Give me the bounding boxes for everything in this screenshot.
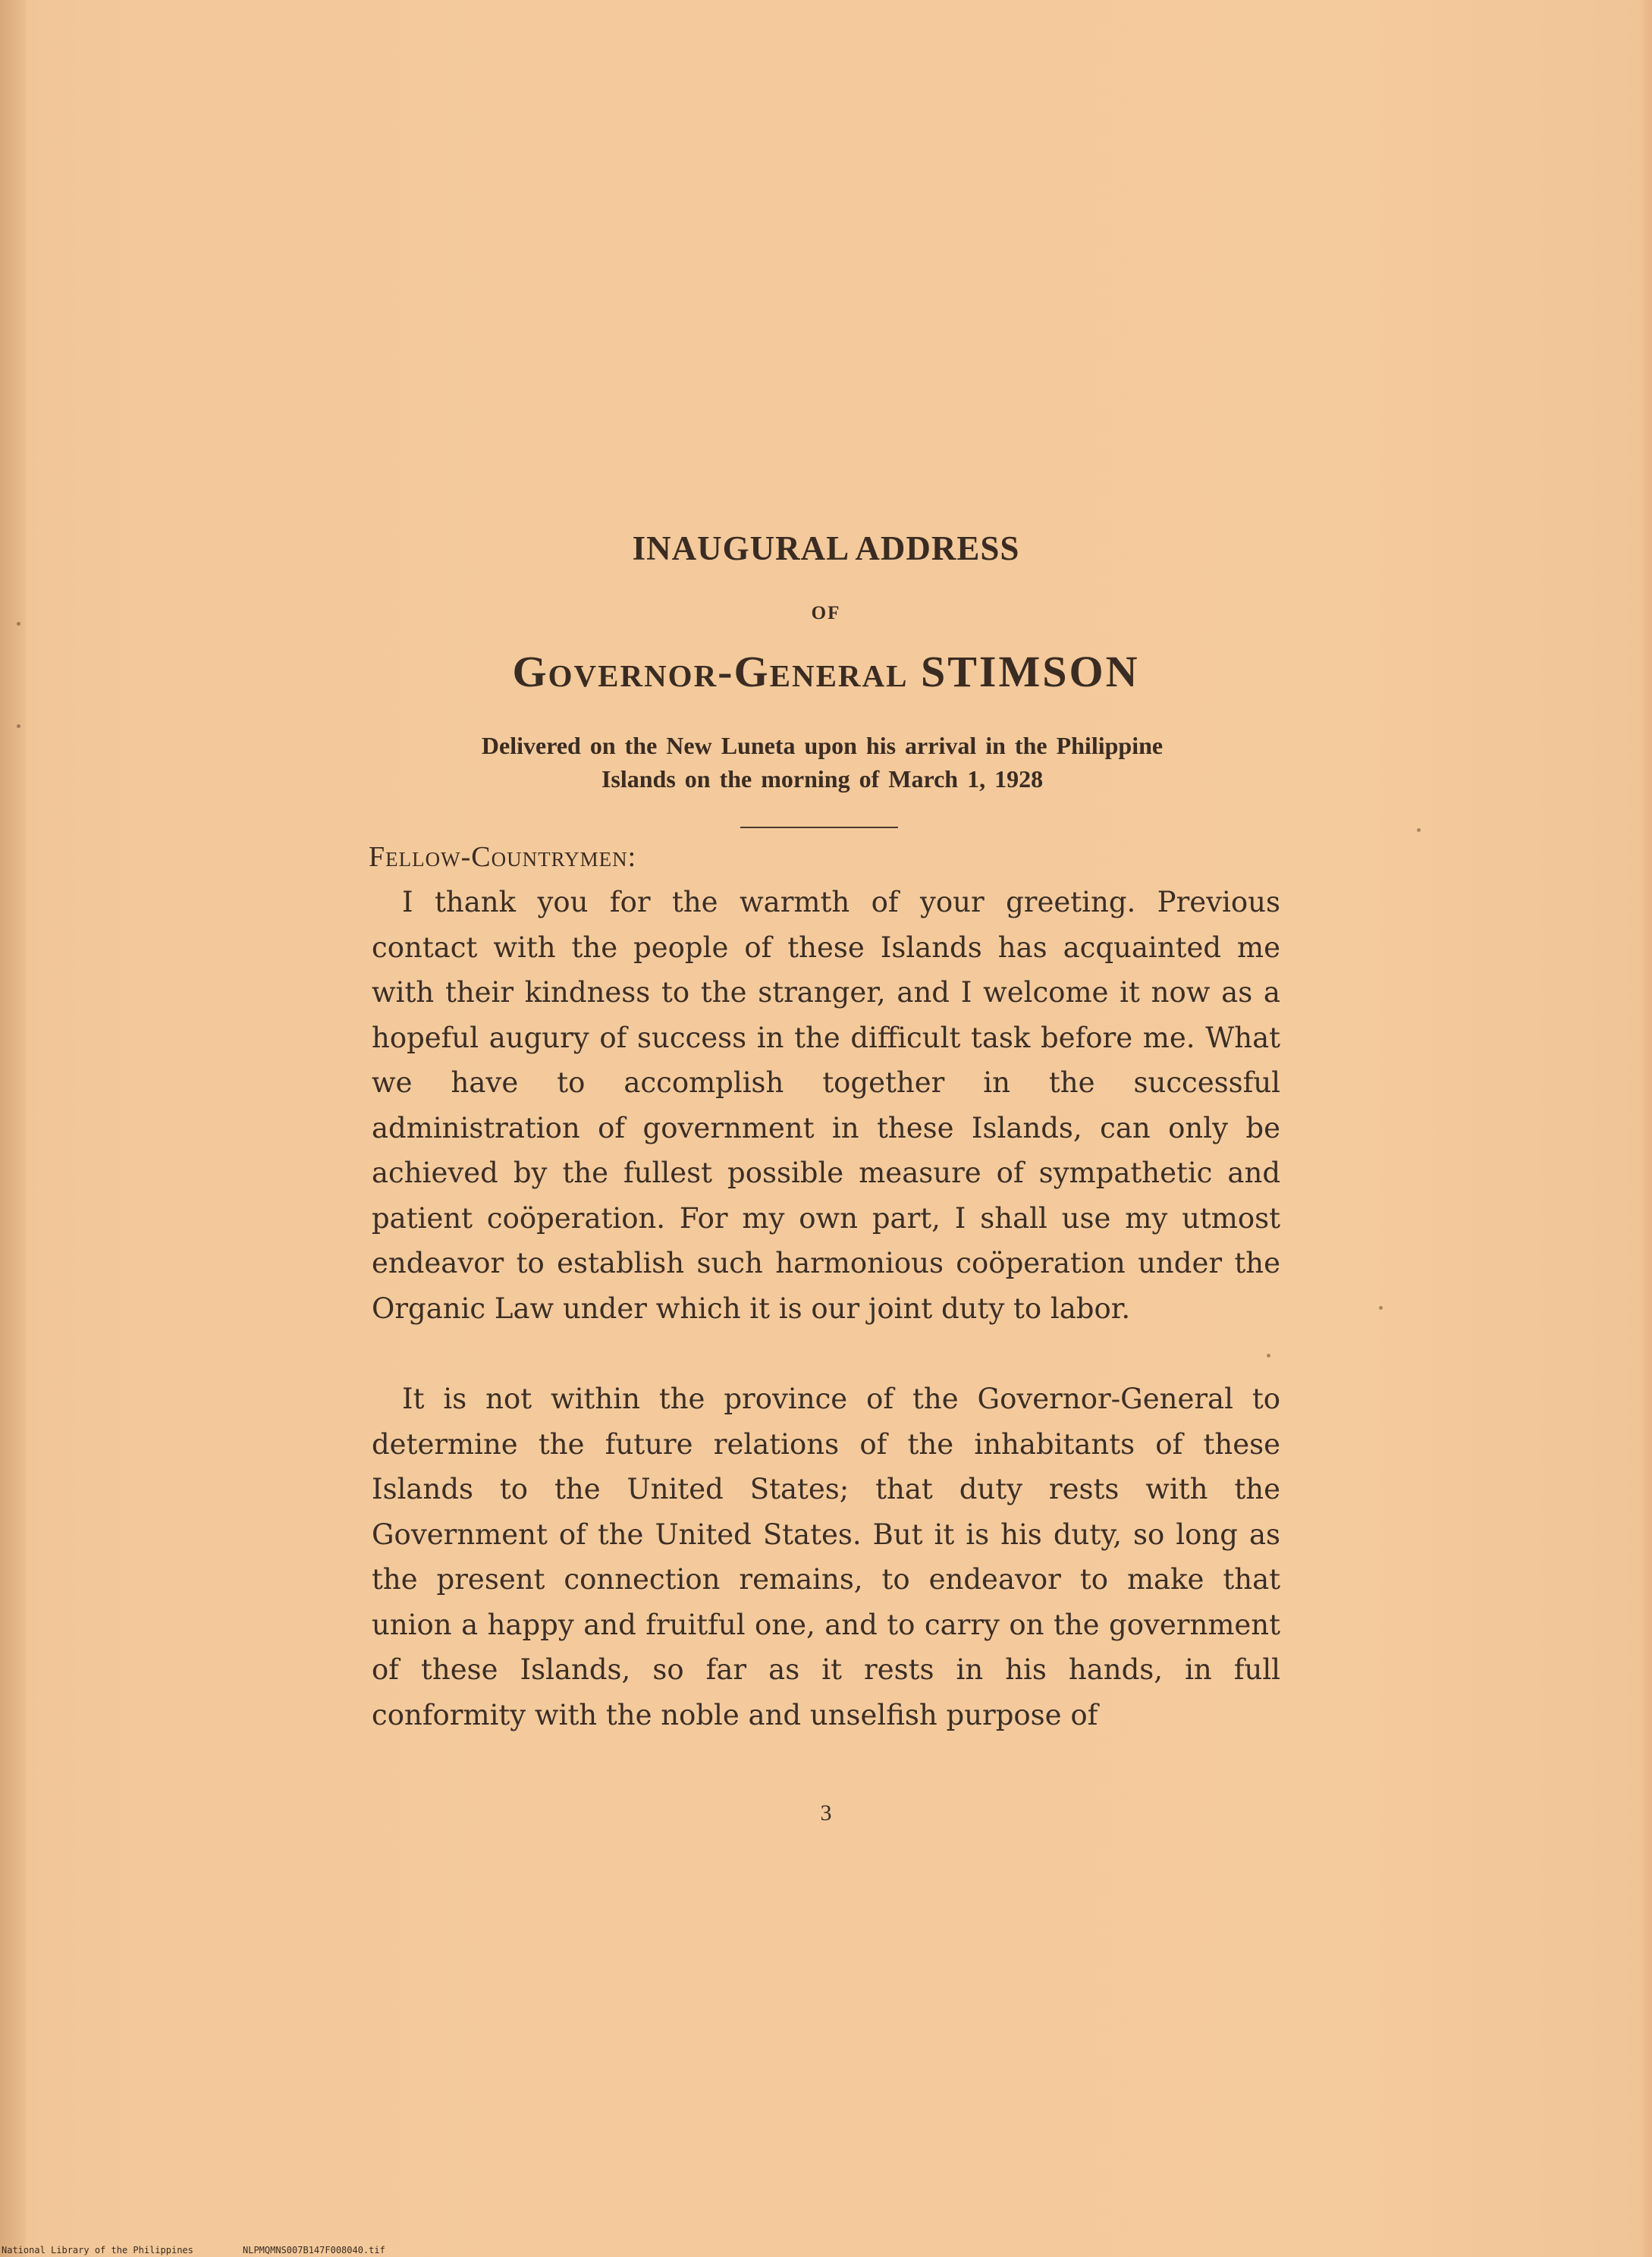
footer-library-name: National Library of the Philippines (2, 2245, 193, 2255)
paper-speck (1267, 1354, 1270, 1358)
title-surname: STIMSON (920, 647, 1140, 696)
paper-speck (17, 724, 20, 728)
salutation: Fellow-Countrymen: (369, 841, 637, 873)
divider-rule (740, 827, 898, 828)
footer-file-id: NLPMQMNS007B147F008040.tif (243, 2245, 385, 2255)
body-paragraph-1: I thank you for the warmth of your greeting. Previous contact with the people of these Islands has acquainted me with their kindness to the stranger, and I welcome it now as a hopeful augury of success in the difficult task before me. What we have to accomplish together in the successful administration of government in these Islands, can only be achieved by the fullest possible measure of sympathetic and patient coöperation. For my own part, I shall use my utmost endeavor to establish such harmonious coöperation under the Organic Law under which it is our joint duty to labor. (372, 886, 1280, 1325)
subtitle-line-1: Delivered on the New Luneta upon his arrival in the Philippine (481, 732, 1164, 759)
body-paragraph-2: It is not within the province of the Governor-General to determine the future relations of the inhabitants of these Islands to the United States; that duty rests with the Government of the United States. But it is his duty, so long as the present connection remains, to endeavor to make that union a happy and fruitful one, and to carry on the government of these Islands, so far as it rests in his hands, in full conformity with the noble and unselfish purpose of (372, 1383, 1280, 1731)
document-title-name (0, 646, 1652, 697)
page-right-edge (1641, 0, 1652, 2257)
document-title: INAUGURAL ADDRESS (632, 529, 1020, 567)
page-number: 3 (820, 1800, 832, 1825)
title-office: Governor-General (512, 647, 909, 696)
title-of: OF (811, 603, 841, 623)
subtitle-line-2: Islands on the morning of March 1, 1928 (601, 765, 1044, 793)
paper-speck (1379, 1306, 1383, 1310)
paper-speck (1417, 828, 1421, 832)
document-subtitle (367, 729, 1277, 796)
page-left-edge (0, 0, 26, 2257)
